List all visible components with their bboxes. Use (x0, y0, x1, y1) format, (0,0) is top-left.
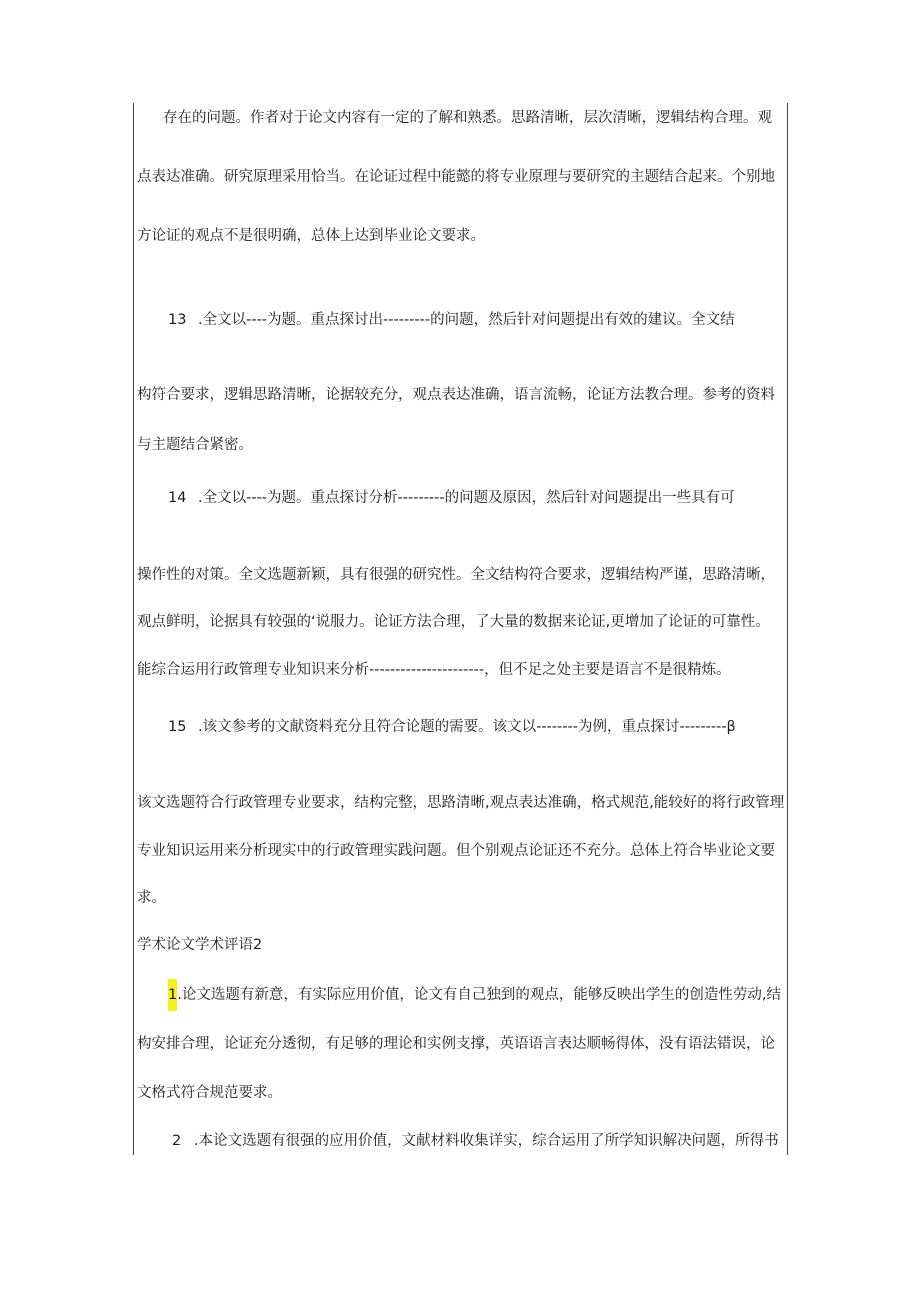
paragraph-line: 该文选题符合行政管理专业要求，结构完整，思路清晰,观点表达准确，格式规范,能较好的将行政管理 (137, 795, 785, 811)
item-1-line: 1.论文选题有新意，有实际应用价值，论文有自己独到的观点，能够反映出学生的创造性劳动,结 (168, 985, 781, 1005)
paragraph-line: 存在的问题。作者对于论文内容有一定的了解和熟悉。思路清晰，层次清晰，逻辑结构合理。观 (163, 110, 772, 126)
paragraph-line: 方论证的观点不是很明确，总体上达到毕业论文要求。 (137, 228, 485, 244)
item-14-line: 14 .全文以----为题。重点探讨分析---------的问题及原因，然后针对问题提出一些具有可 (168, 490, 735, 506)
item-number: 13 (168, 312, 187, 328)
paragraph-line: 与主题结合紧密。 (137, 437, 253, 453)
item-15-line: 15 .该文参考的文献资料充分且符合论题的需要。该文以--------为例，重点探讨---------β (168, 719, 736, 735)
paragraph-line: 点表达准确。研究原理采用恰当。在论证过程中能懿的将专业原理与要研究的主题结合起来。个别地 (137, 169, 775, 185)
paragraph-line: 构符合要求，逻辑思路清晰，论据较充分，观点表达准确，语言流畅，论证方法教合理。参考的资料 (137, 387, 775, 403)
right-border-line (787, 103, 788, 1155)
paragraph-line: 专业知识运用来分析现实中的行政管理实践问题。但个别观点论证还不充分。总体上符合毕业论文要 (137, 843, 775, 859)
left-border-line (133, 103, 134, 1155)
item-2-line: 2 .本论文选题有很强的应用价值，文献材料收集详实，综合运用了所学知识解决问题，所得书 (172, 1133, 779, 1149)
paragraph-line: 求。 (137, 890, 166, 906)
highlighted-item-number: 1 (168, 979, 177, 1011)
item-13-line: 13 .全文以----为题。重点探讨出---------的问题，然后针对问题提出有效的建议。全文结 (168, 312, 735, 328)
item-number: 14 (168, 490, 187, 506)
paragraph-line: 操作性的对策。全文选题新颖，具有很强的研究性。全文结构符合要求，逻辑结构严谨，思路清晰， (137, 567, 775, 583)
item-number: 2 (172, 1133, 182, 1149)
paragraph-line: 构安排合理，论证充分透彻，有足够的理论和实例支撑，英语语言表达顺畅得体，没有语法错误，论 (137, 1036, 775, 1052)
paragraph-line: 能综合运用行政管理专业知识来分析----------------------，但不足之处主要是语言不是很精炼。 (137, 662, 731, 678)
paragraph-line: 观点鲜明，论据具有较强的‘说服力。论证方法合理，了大量的数据来论证,更增加了论证的可靠性。 (137, 614, 770, 630)
section-heading: 学术论文学术评语2 (137, 937, 263, 953)
item-number: 15 (168, 719, 187, 735)
paragraph-line: 文格式符合规范要求。 (137, 1085, 282, 1101)
